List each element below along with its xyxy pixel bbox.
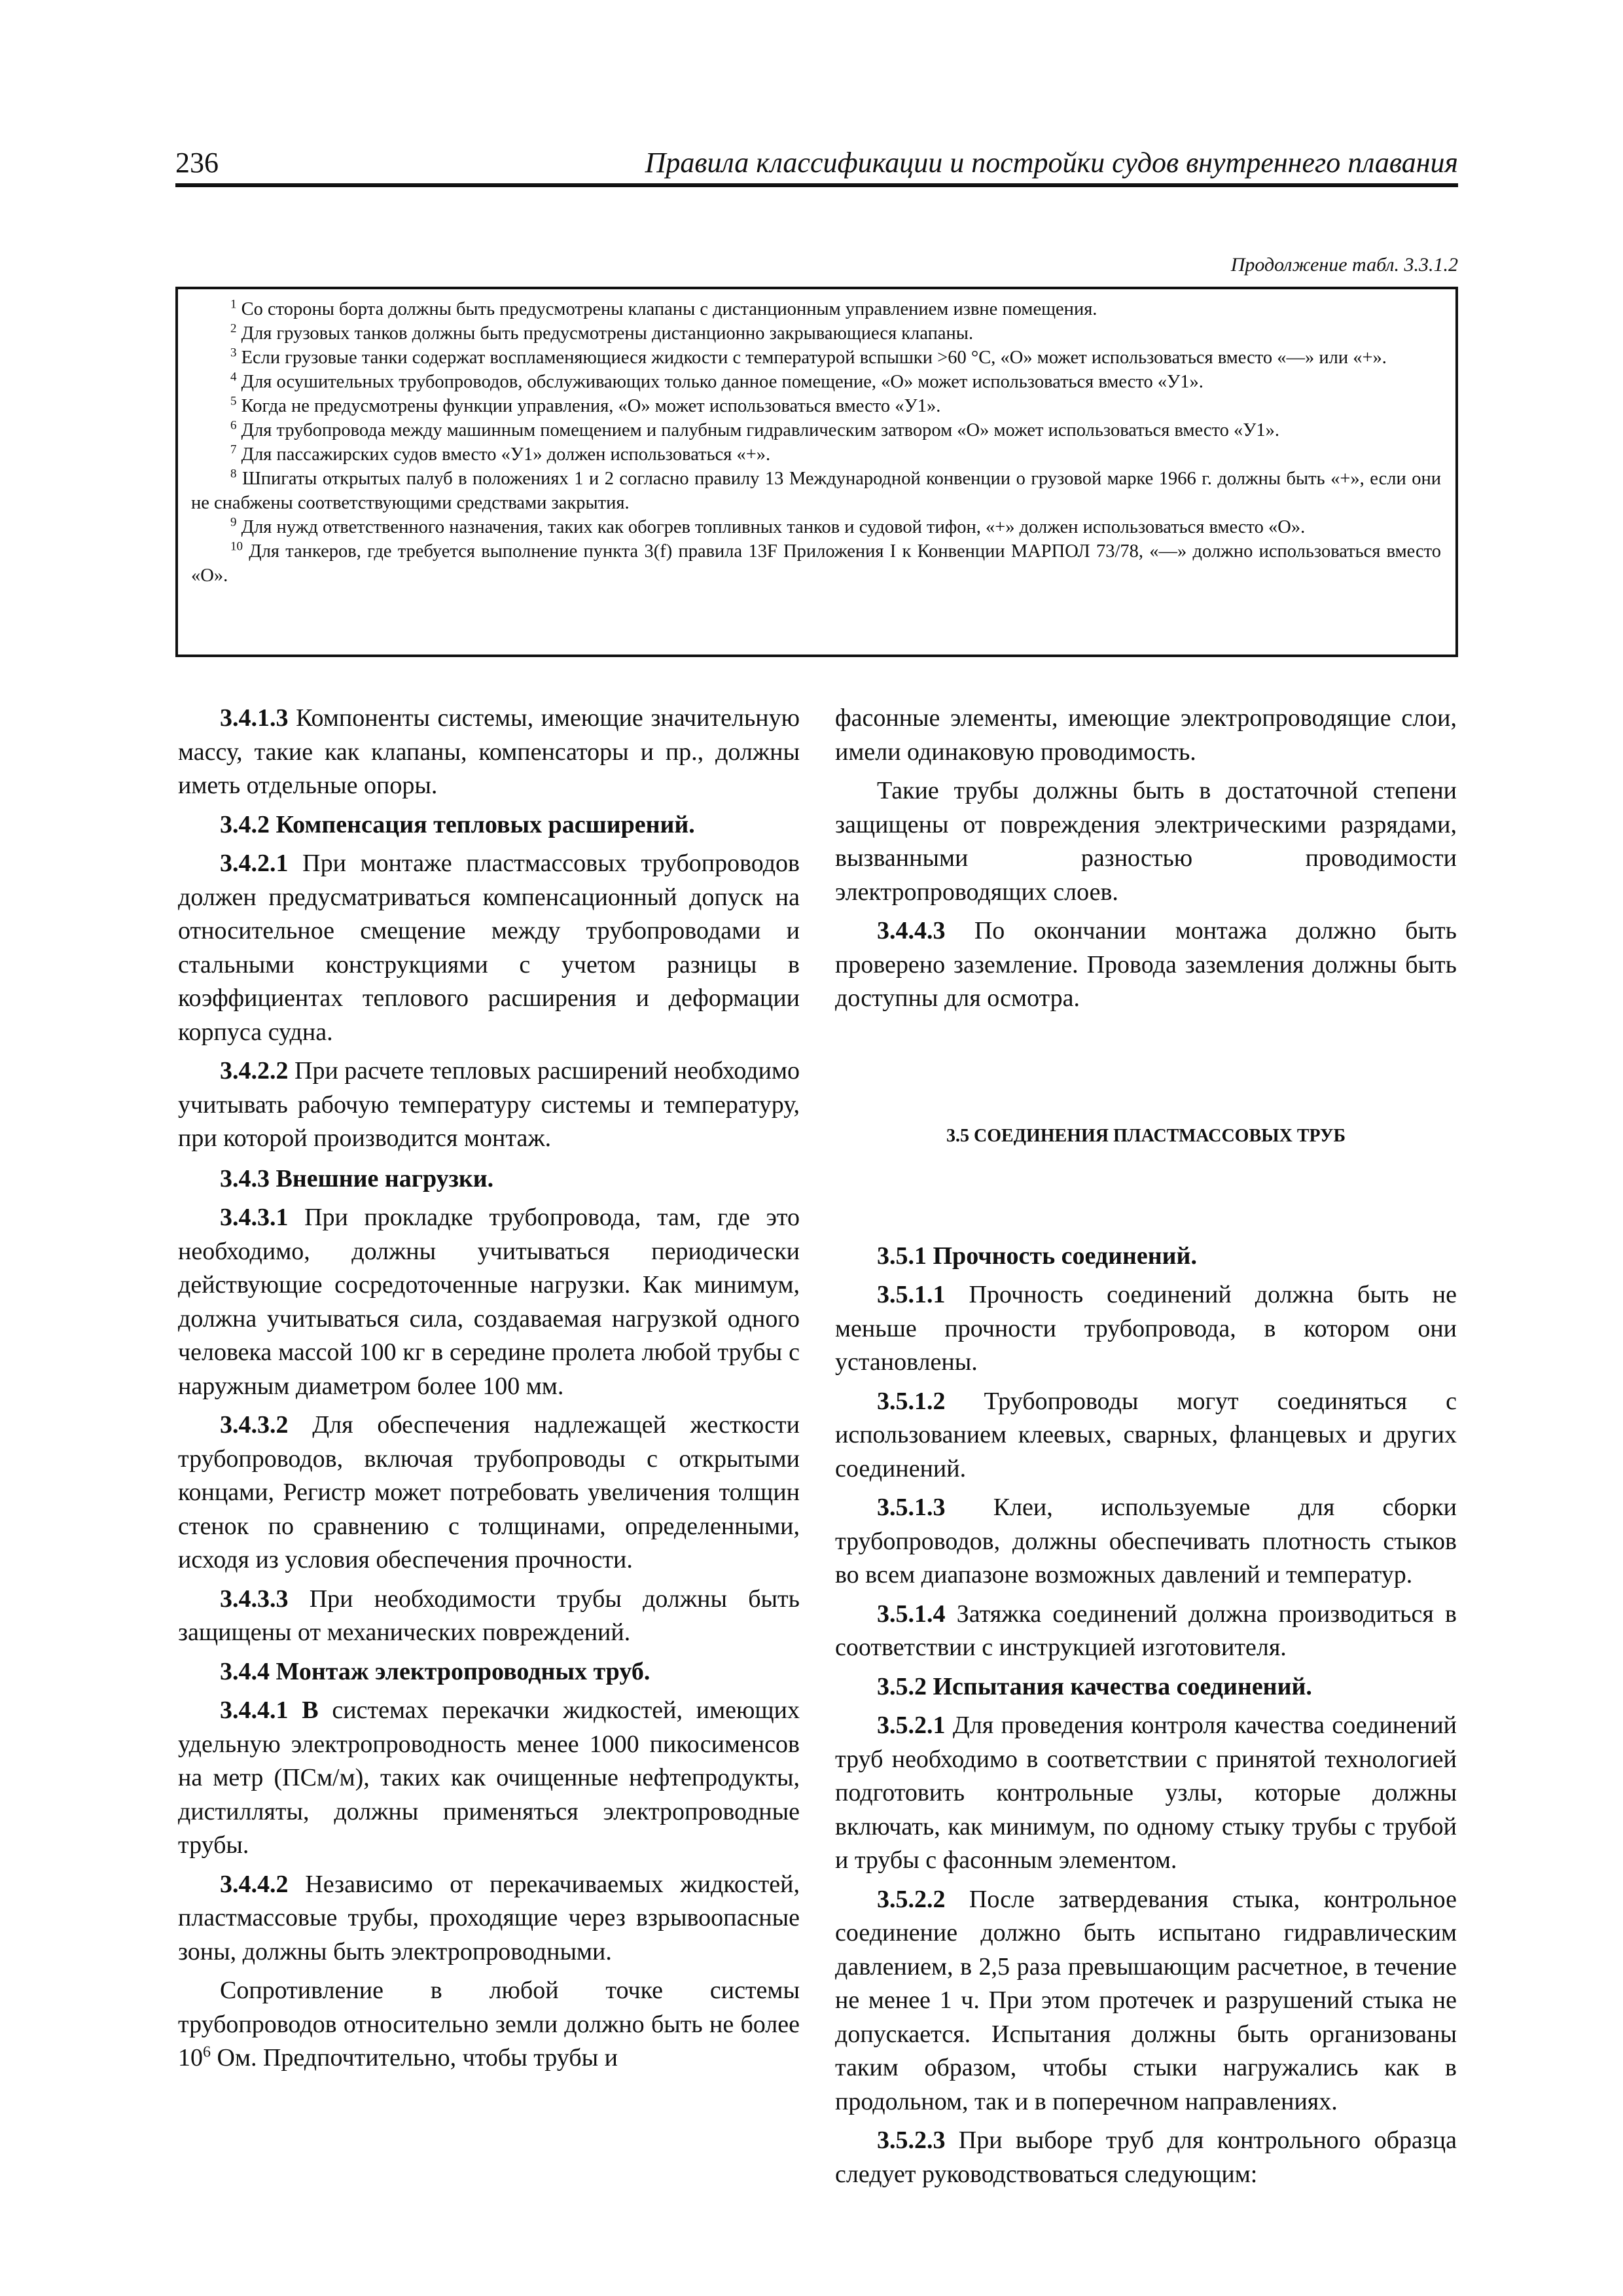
paragraph-3-4-2-2: 3.4.2.2 При расчете тепловых расширений необходимо учитывать рабочую температуру системы и температуру, при которой производится монтаж. (178, 1057, 800, 1152)
paragraph-3-5-1-3: 3.5.1.3 Клеи, используемые для сборки трубопроводов, должны обеспечивать плотность стыков во всем диапазоне возможных давлений и температур. (835, 1494, 1457, 1588)
paragraph-3-5-2-3: 3.5.2.3 При выборе труб для контрольного образца следует руководствоваться следующим: (835, 2126, 1457, 2188)
paragraph-3-5-1-2: 3.5.1.2 Трубопроводы могут соединяться с использованием клеевых, сварных, фланцевых и других соединений. (835, 1387, 1457, 1482)
paragraph-3-4-3-2: 3.4.3.2 Для обеспечения надлежащей жесткости трубопроводов, включая трубопроводы с открытыми концами, Регистр может потребовать увеличения толщин стенок по сравнению с толщинами, определенными, исходя из условия обеспечения прочности. (178, 1411, 800, 1573)
heading-3-5-2: 3.5.2 Испытания качества соединений. (877, 1672, 1312, 1700)
heading-3-5-1: 3.5.1 Прочность соединений. (877, 1242, 1197, 1270)
footnote: $^6$ Для трубопровода между машинным помещением и палубным гидравлическим затвором «О» может использоваться вместо «У1». (230, 418, 1280, 440)
footnote: $^2$ Для грузовых танков должны быть предусмотрены дистанционно закрывающиеся клапаны. (230, 321, 974, 344)
footnotes-table (175, 287, 1458, 657)
paragraph-3-4-4-3: 3.4.4.3 По окончании монтажа должно быть проверено заземление. Провода заземления должны быть доступны для осмотра. (835, 917, 1457, 1012)
left-column (178, 702, 800, 2075)
paragraph-such-pipes: Такие трубы должны быть в достаточной степени защищены от повреждения электрическими разрядами, вызванными разностью проводимости электропроводящих слоев. (835, 777, 1457, 906)
footnote: $^{10}$ Для танкеров, где требуется выполнение пункта 3(f) правила 13F Приложения I к Конвенции МАРПОЛ 73/78, «—» должно использоваться вместо «О». (191, 539, 1441, 586)
right-column (835, 702, 1457, 2191)
paragraph-3-4-2-1: 3.4.2.1 При монтаже пластмассовых трубопроводов должен предусматриваться компенсационный допуск на относительное смещение между трубопроводами и стальными конструкциями с учетом разницы в коэффициентах теплового расширения и деформации корпуса судна. (178, 850, 800, 1046)
paragraph-resistance: Сопротивление в любой точке системы трубопроводов относительно земли должно быть не более $10^6$ Ом. Предпочтительно, чтобы трубы и (178, 1977, 800, 2072)
footnote: $^3$ Если грузовые танки содержат воспламеняющиеся жидкости с температурой вспышки >60 °С, «О» может использоваться вместо «—» или «+». (230, 346, 1387, 368)
page-number: 236 (175, 147, 219, 179)
paragraph-3-5-1-4: 3.5.1.4 Затяжка соединений должна производиться в соответствии с инструкцией изготовителя. (835, 1600, 1457, 1661)
running-title: Правила классификации и постройки судов внутреннего плавания (645, 147, 1458, 179)
paragraph-3-5-1-1: 3.5.1.1 Прочность соединений должна быть не меньше прочности трубопровода, в котором они установлены. (835, 1281, 1457, 1376)
paragraph-3-4-3-1: 3.4.3.1 При прокладке трубопровода, там, где это необходимо, должны учитываться периодически действующие сосредоточенные нагрузки. Как минимум, должна учитываться сила, создаваемая нагрузкой одного человека массой 100 кг в середине пролета любой трубы с наружным диаметром более 100 мм. (178, 1204, 800, 1400)
paragraph-3-4-4-1: 3.4.4.1 В системах перекачки жидкостей, имеющих удельную электропроводность менее 1000 пикосименсов на метр (ПСм/м), таких как очищенные нефтепродукты, дистилляты, должны применяться электропроводные трубы. (178, 1696, 800, 1859)
footnote: $^5$ Когда не предусмотрены функции управления, «О» может использоваться вместо «У1». (230, 394, 941, 416)
footnote: $^8$ Шпигаты открытых палуб в положениях 1 и 2 согласно правилу 13 Международной конвенции о грузовой марке 1966 г. должны быть «+», если они не снабжены соответствующими средствами закрытия. (191, 467, 1441, 513)
paragraph-3-5-2-1: 3.5.2.1 Для проведения контроля качества соединений труб необходимо в соответствии с принятой технологией подготовить контрольные узлы, которые должны включать, как минимум, по одному стыку трубы с трубой и трубы с фасонным элементом. (835, 1712, 1457, 1874)
footnote: $^9$ Для нужд ответственного назначения, таких как обогрев топливных танков и судовой тифон, «+» должен использоваться вместо «О». (230, 515, 1306, 537)
footnote: $^1$ Со стороны борта должны быть предусмотрены клапаны с дистанционным управлением извне помещения. (230, 297, 1097, 319)
heading-3-4-4: 3.4.4 Монтаж электропроводных труб. (220, 1657, 651, 1685)
paragraph-3-4-3-3: 3.4.3.3 При необходимости трубы должны быть защищены от механических повреждений. (178, 1585, 800, 1646)
paragraph-continuation: фасонные элементы, имеющие электропроводящие слои, имели одинаковую проводимость. (835, 704, 1457, 766)
paragraph-3-4-1-3: 3.4.1.3 Компоненты системы, имеющие значительную массу, такие как клапаны, компенсаторы и пр., должны иметь отдельные опоры. (178, 704, 800, 799)
footnote: $^4$ Для осушительных трубопроводов, обслуживающих только данное помещение, «О» может использоваться вместо «У1». (230, 370, 1204, 392)
table-continuation-caption: Продолжение табл. 3.3.1.2 (1230, 254, 1458, 276)
paragraph-3-4-4-2: 3.4.4.2 Независимо от перекачиваемых жидкостей, пластмассовые трубы, проходящие через взрывоопасные зоны, должны быть электропроводными. (178, 1870, 800, 1965)
heading-3-4-3: 3.4.3 Внешние нагрузки. (220, 1164, 494, 1193)
paragraph-3-5-2-2: 3.5.2.2 После затвердевания стыка, контрольное соединение должно быть испытано гидравлическим давлением, в 2,5 раза превышающим расчетное, в течение не менее 1 ч. При этом протечек и разрушений стыка не допускается. Испытания должны быть организованы таким образом, чтобы стыки нагружались как в продольном, так и в поперечном направлениях. (835, 1885, 1457, 2115)
page-header (175, 145, 1458, 187)
section-title: 3.5 СОЕДИНЕНИЯ ПЛАСТМАССОВЫХ ТРУБ (946, 1125, 1346, 1146)
heading-3-4-2: 3.4.2 Компенсация тепловых расширений. (220, 810, 695, 838)
footnote: $^7$ Для пассажирских судов вместо «У1» должен использоваться «+». (230, 442, 771, 465)
